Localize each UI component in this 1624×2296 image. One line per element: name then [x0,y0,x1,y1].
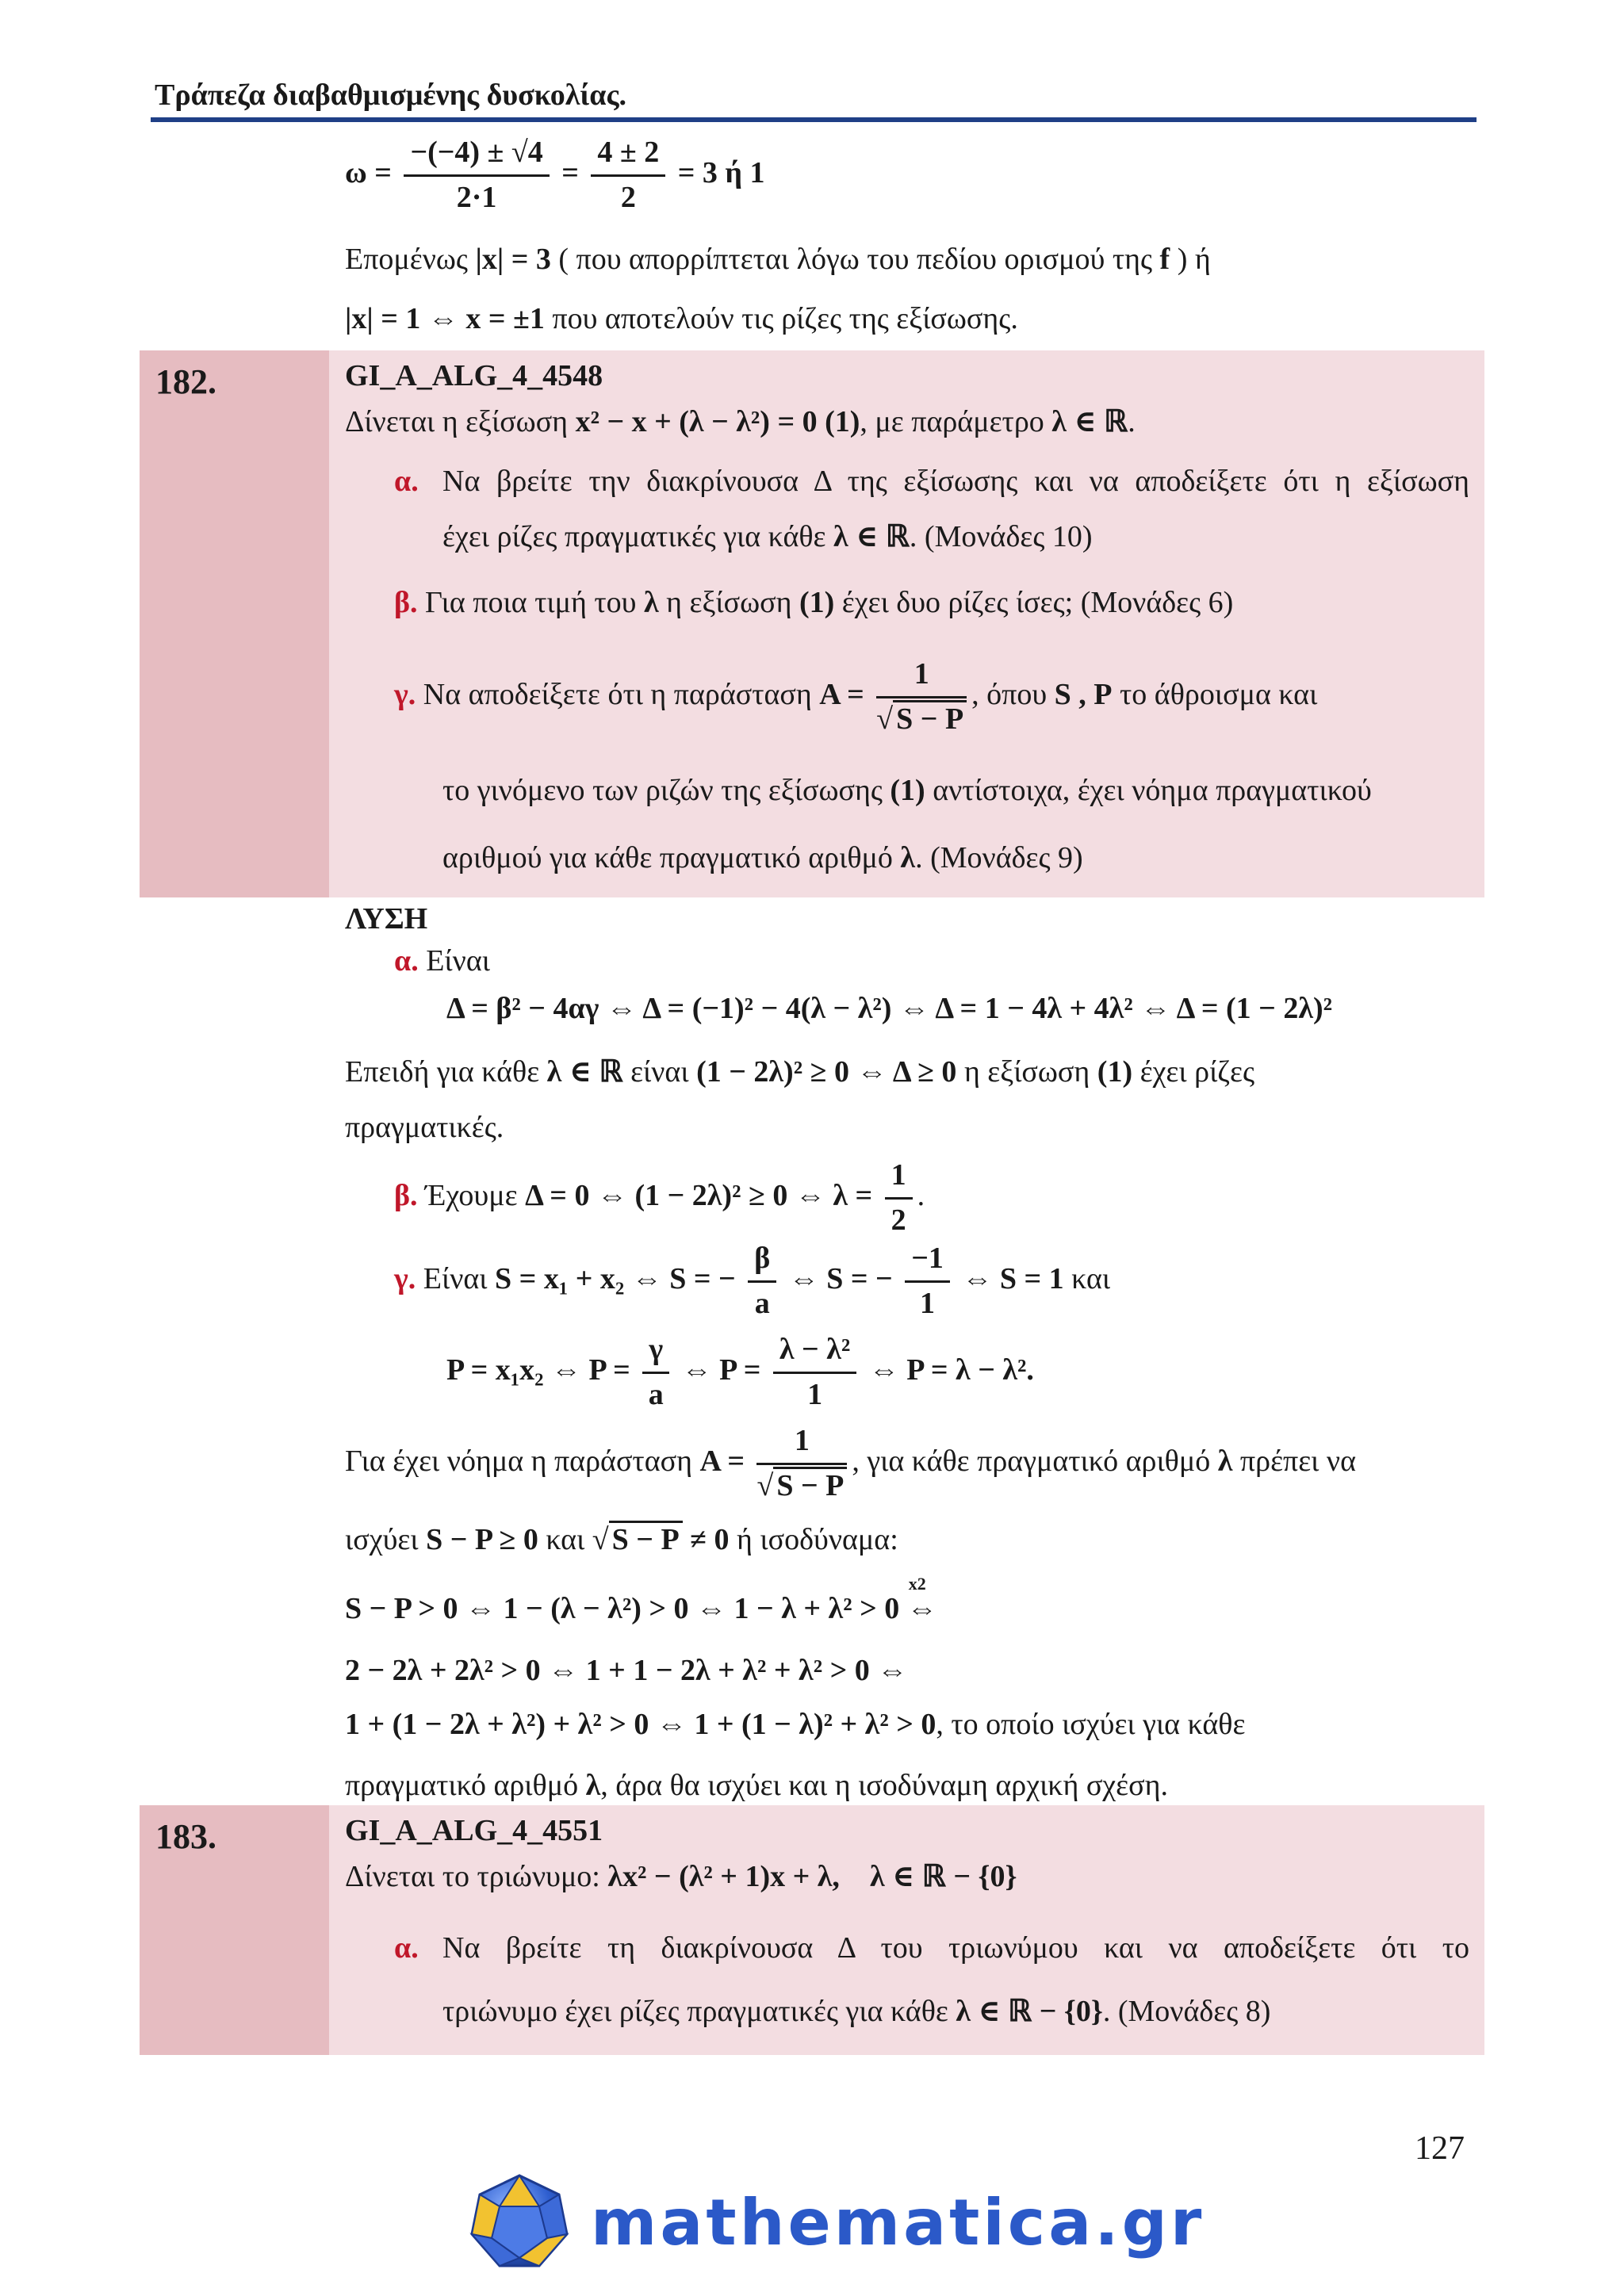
sol-a-text: Είναι [426,944,490,978]
c-post2: το άθροισμα και [1120,677,1318,711]
solution-since-line2: πραγματικές. [345,1111,504,1144]
p183-a-line1-text: Να βρείτε τη διακρίνουσα Δ του τριωνύμου και να αποδείξετε ότι το [442,1931,1469,1965]
sol-c-P1: P = x₁x₂ ⇔ P = [446,1353,630,1387]
c-line3-pre: αριθμού για κάθε πραγματικό αριθμό [442,841,893,874]
c-line2-post: αντίστοιχα, έχει νόημα πραγματικού [933,774,1372,807]
ineq1-arrow: ⇔ [906,1592,937,1625]
since-post1: η εξίσωση [963,1055,1090,1089]
sol-b-end: . [917,1178,925,1212]
holds-m1: S − P ≥ 0 [426,1523,538,1556]
solution-holds-line [345,1522,898,1559]
solution-heading: ΛΥΣΗ [345,902,428,936]
holds-sqrt: √ S − P [592,1521,683,1556]
ineq1-x2: x2 [908,1574,926,1594]
sol-c-P-frac1 [642,1332,669,1413]
omega-den2: 2 [620,180,636,214]
b-post: έχει δυο ρίζες ίσες; (Μονάδες 6) [841,586,1234,619]
intro-tag: (1) [825,405,860,438]
p183-intro-eq: λx² − (λ² + 1)x + λ, [607,1860,840,1893]
omega-result: = 3 ή 1 [677,155,765,189]
sol-c-S1: S = x₁ + x₂ ⇔ S = − [495,1261,736,1295]
sol-b-marker: β. [394,1178,418,1212]
line2-pre: Επομένως [345,243,468,276]
meaning-post2: πρέπει να [1239,1444,1356,1478]
solution-final-line [345,1768,1168,1804]
b-mid: η εξίσωση [666,586,792,619]
sol-c-text: Είναι [423,1261,488,1295]
line3-math: |x| = 1 ⇔ x = ±1 [345,302,545,335]
omega-num: −(−4) ± √4 [404,135,549,177]
meaning-A: A = [699,1444,745,1478]
problem-183-number: 183. [155,1817,216,1856]
line2-end: ) ή [1177,243,1211,276]
sol-c-S-frac1 [748,1241,776,1322]
b-pre: Για ποια τιμή του [425,586,637,619]
problem-182-number-column [140,350,329,897]
since-tag: (1) [1097,1055,1133,1089]
mathematica-logo[interactable] [464,2171,1205,2274]
since-pre: Επειδή για κάθε [345,1055,540,1089]
line2-post: ( που απορρίπτεται λόγω του πεδίου ορισμού της [558,243,1153,276]
solution-ineq2: 2 − 2λ + 2λ² > 0 ⇔ 1 + 1 − 2λ + λ² + λ² > 0 ⇔ [345,1654,908,1687]
polyhedron-logo-icon [464,2171,575,2274]
holds-mid: και [546,1523,585,1556]
b-tag: (1) [799,586,835,619]
problem-183-a-line1 [442,1931,1469,1967]
meaning-num: 1 [756,1423,847,1465]
since-math2: (1 − 2λ)² ≥ 0 ⇔ Δ ≥ 0 [696,1055,957,1089]
sol-c-P-num: γ [642,1332,669,1374]
p183-a-line2-post: . (Μονάδες 8) [1102,1995,1271,2028]
sol-b-den: 2 [891,1203,906,1237]
p183-a-marker: α. [394,1931,419,1965]
intro-eq: x² − x + (λ − λ²) = 0 [575,405,818,438]
problem-182-b [394,585,1233,622]
c-line2-tag: (1) [890,774,925,807]
sol-c-P-num2: λ − λ² [773,1332,856,1374]
problem-182-a-marker [394,464,419,500]
solution-a-equation: Δ = β² − 4αγ ⇔ Δ = (−1)² − 4(λ − λ²) ⇔ Δ = 1 − 4λ + 4λ² ⇔ Δ = (1 − 2λ)² [446,992,1333,1025]
abs-x-3-line [345,242,1211,278]
sol-a-marker: α. [394,944,419,978]
problem-182-number: 182. [155,362,216,401]
ineq3-text: 1 + (1 − 2λ + λ²) + λ² > 0 ⇔ 1 + (1 − λ)² + λ² > 0 [345,1708,936,1741]
omega-num2: 4 ± 2 [591,135,665,177]
problem-183-code: GI_A_ALG_4_4551 [345,1814,603,1847]
sol-c-marker: γ. [394,1261,416,1295]
p183-intro-set: λ ∈ ℝ − {0} [869,1860,1017,1893]
sol-c-P-frac2 [773,1332,856,1413]
meaning-lambda: λ [1217,1444,1233,1478]
solution-ineq3 [345,1707,1245,1743]
final-lambda: λ [585,1769,601,1802]
sol-c-S-den2: 1 [920,1286,936,1320]
final-post: , άρα θα ισχύει και η ισοδύναμη αρχική σχέση. [600,1769,1168,1802]
c-marker: γ. [394,677,416,711]
problem-182-a-line1 [442,464,1469,500]
logo-text: mathematica.gr [591,2186,1205,2260]
c-num: 1 [876,656,967,698]
line2-math: |x| = 3 [475,243,551,276]
since-post2: έχει ρίζες [1139,1055,1255,1089]
intro-param: λ ∈ ℝ [1051,405,1128,438]
solution-b [394,1158,925,1238]
sol-c-S-frac2 [905,1241,950,1322]
solution-c-S [394,1241,1110,1322]
meaning-den-wrap: √ S − P [756,1465,847,1505]
b-lambda: λ [643,586,659,619]
holds-m2: S − P [609,1521,683,1556]
header-rule [151,117,1477,122]
problem-182-c-line1 [394,656,1317,737]
solution-a-intro [394,943,490,980]
sol-b-num: 1 [885,1158,913,1200]
problem-183-a-line2 [442,1994,1270,2030]
line2-f: f [1159,243,1170,276]
holds-post: ή ισοδύναμα: [737,1523,898,1556]
page-header-title: Τράπεζα διαβαθμισμένης δυσκολίας. [155,78,626,112]
holds-pre: ισχύει [345,1523,419,1556]
meaning-post1: , για κάθε πραγματικό αριθμό [852,1444,1211,1478]
sol-c-P-den: a [648,1377,664,1411]
a-line1-text: Να βρείτε την διακρίνουσα Δ της εξίσωσης και να αποδείξετε ότι η εξίσωση [442,465,1469,498]
c-den-wrap: √ S − P [876,698,967,738]
omega-lhs: ω = [345,155,392,189]
sol-b-text: Έχουμε [425,1178,518,1212]
sol-c-S-num: β [748,1241,776,1283]
sol-c-S-den: a [754,1286,770,1320]
omega-den: 2·1 [456,180,497,214]
intro-dot: . [1128,405,1136,438]
c-SP: S , P [1054,677,1113,711]
sol-c-P2: ⇔ P = [681,1353,761,1387]
p183-intro-pre: Δίνεται το τριώνυμο: [345,1860,600,1893]
ineq1-arrow-wrap [906,1574,937,1628]
page-number: 127 [1415,2130,1465,2167]
omega-equation [345,135,765,216]
solution-c-P [446,1332,1034,1413]
ineq1-text: S − P > 0 ⇔ 1 − (λ − λ²) > 0 ⇔ 1 − λ + λ² > 0 [345,1592,900,1625]
b-marker: β. [394,586,418,619]
solution-meaning-line [345,1423,1356,1504]
abs-x-1-line [345,301,1018,338]
since-math1: λ ∈ ℝ [546,1055,623,1089]
sol-c-P3: ⇔ P = λ − λ². [868,1353,1034,1387]
meaning-pre: Για έχει νόημα η παράσταση [345,1444,692,1478]
problem-182-c-line2 [442,773,1372,809]
problem-182-a-line2 [442,519,1093,556]
ineq3-post: , το οποίο ισχύει για κάθε [936,1708,1246,1741]
c-line3-lambda: λ [900,841,916,874]
sol-c-S3: ⇔ S = 1 [962,1261,1064,1295]
sol-c-and: και [1071,1261,1111,1295]
c-line2-pre: το γινόμενο των ριζών της εξίσωσης [442,774,883,807]
solution-ineq1 [345,1574,937,1628]
p183-a-line2-pre: τριώνυμο έχει ρίζες πραγματικές για κάθε [442,1995,948,2028]
meaning-den: S − P [773,1467,847,1502]
omega-fraction-2 [591,135,665,216]
intro-pre: Δίνεται η εξίσωση [345,405,569,438]
a-line2-post: . (Μονάδες 10) [909,520,1093,553]
c-line3-post: . (Μονάδες 9) [915,841,1083,874]
c-fraction [876,656,967,737]
meaning-fraction [756,1423,847,1504]
omega-eq2: = [561,155,579,189]
c-den: S − P [893,700,967,736]
holds-m2b: ≠ 0 [690,1523,730,1556]
sol-c-S2: ⇔ S = − [788,1261,893,1295]
final-pre: πραγματικό αριθμό [345,1769,579,1802]
sol-c-S-num2: −1 [905,1241,950,1283]
a-line2-math: λ ∈ ℝ [833,520,910,553]
problem-182-code: GI_A_ALG_4_4548 [345,359,603,392]
c-A: A = [819,677,864,711]
c-pre: Να αποδείξετε ότι η παράσταση [423,677,812,711]
problem-182-intro [345,404,1136,441]
sol-b-eq: Δ = 0 ⇔ (1 − 2λ)² ≥ 0 ⇔ λ = [525,1178,873,1212]
line3-post: που αποτελούν τις ρίζες της εξίσωσης. [552,302,1018,335]
solution-since-line [345,1054,1254,1091]
p183-a-line2-math: λ ∈ ℝ − {0} [956,1995,1103,2028]
sol-c-P-den2: 1 [807,1377,823,1411]
omega-fraction-1 [404,135,549,216]
intro-post: , με παράμετρο [860,405,1044,438]
since-mid: είναι [630,1055,689,1089]
sol-b-fraction [885,1158,913,1238]
problem-183-a-marker [394,1931,419,1967]
problem-182-c-line3 [442,840,1083,877]
c-post1: , όπου [971,677,1048,711]
a-marker: α. [394,465,419,498]
a-line2-pre: έχει ρίζες πραγματικές για κάθε [442,520,826,553]
problem-183-intro [345,1859,1017,1896]
